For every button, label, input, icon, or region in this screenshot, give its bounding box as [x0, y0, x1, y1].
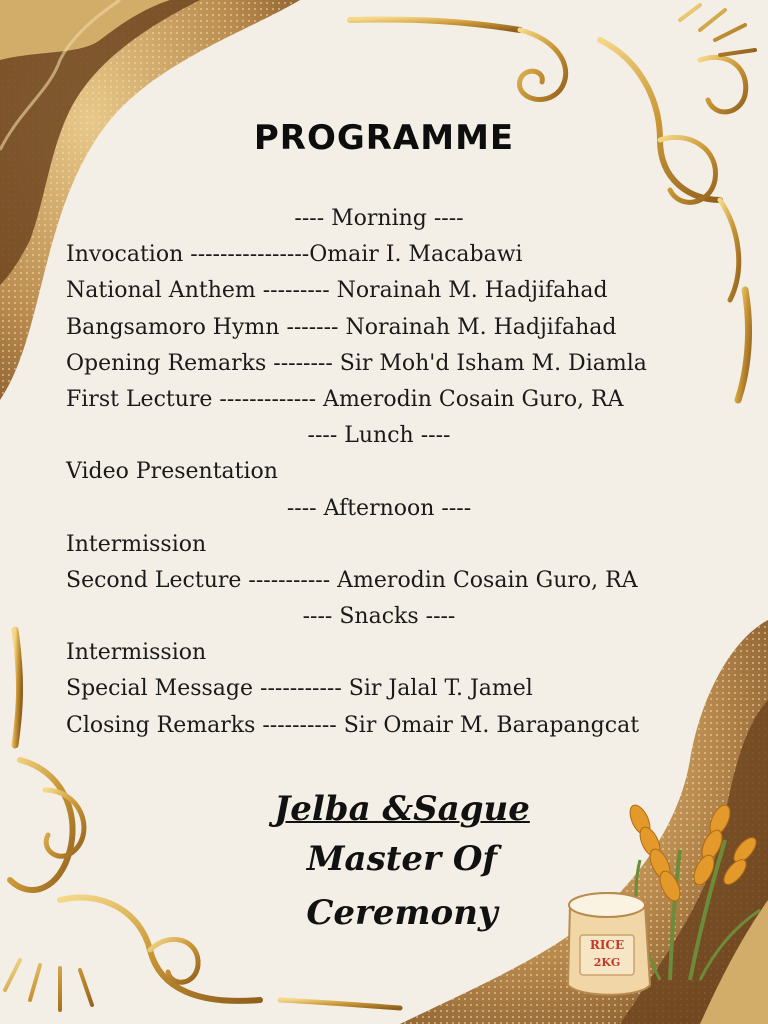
programme-list [66, 201, 746, 744]
programme-item: Bangsamoro Hymn ------- Norainah M. Hadjifahad [66, 314, 617, 340]
rice-weight: 2KG [593, 956, 621, 969]
programme-item: Video Presentation [66, 459, 278, 485]
section-heading: ---- Morning ---- [294, 206, 464, 231]
mc-role: Master Of Ceremony [306, 839, 498, 933]
programme-item: First Lecture ------------- Amerodin Cosain Guro, RA [66, 386, 624, 412]
programme-item: Second Lecture ----------- Amerodin Cosain Guro, RA [66, 567, 638, 593]
section-heading: ---- Lunch ---- [307, 423, 451, 449]
programme-item: Intermission [66, 640, 207, 666]
section-heading: ---- Afternoon ---- [286, 495, 472, 521]
programme-item: Special Message ----------- Sir Jalal T. Jamel [66, 676, 533, 702]
programme-item: Opening Remarks -------- Sir Moh'd Isham M. Diamla [66, 350, 647, 376]
programme-item: National Anthem --------- Norainah M. Hadjifahad [66, 278, 608, 304]
section-heading: ---- Snacks ---- [302, 604, 456, 630]
page-title: PROGRAMME [253, 118, 515, 158]
programme-item: Intermission [66, 531, 207, 557]
master-of-ceremony [212, 786, 592, 940]
programme-item: Closing Remarks ---------- Sir Omair M. Barapangcat [66, 712, 640, 738]
rice-label: RICE [589, 938, 625, 952]
programme-item: Invocation ----------------Omair I. Macabawi [66, 242, 523, 268]
mc-names: Jelba &Sague [274, 789, 530, 829]
